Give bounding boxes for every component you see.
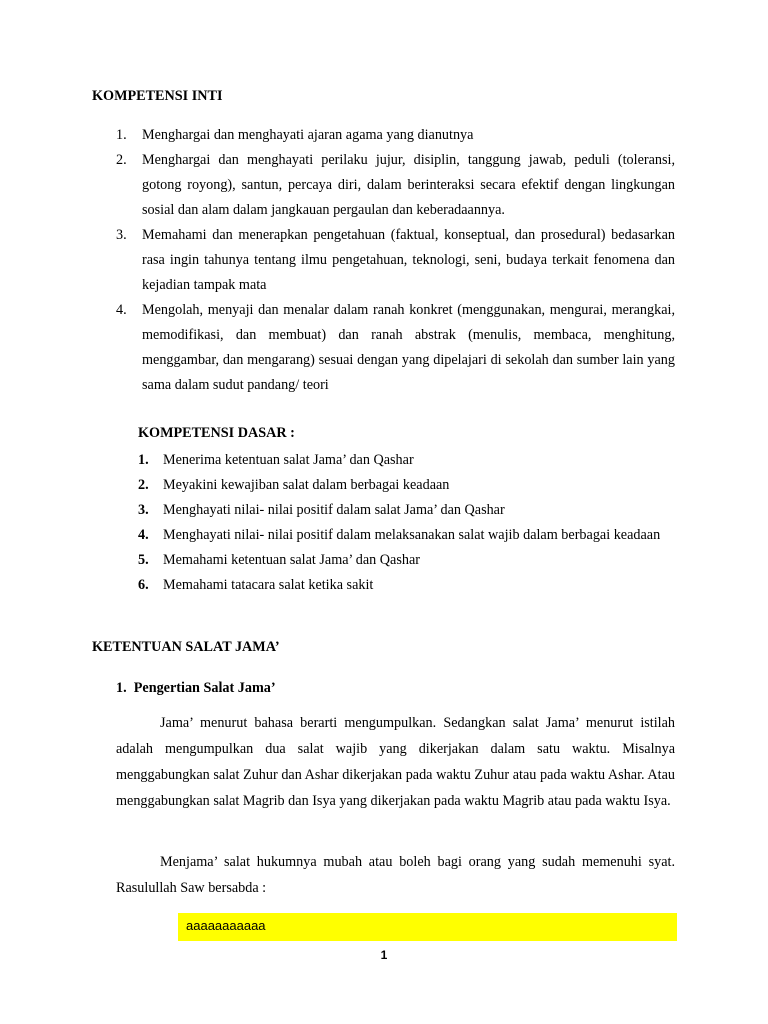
list-item-text: Menghayati nilai- nilai positif dalam melaksanakan salat wajib dalam berbagai keadaan xyxy=(163,527,661,543)
page-number: 1 xyxy=(380,948,388,962)
list-number: 5. xyxy=(138,552,149,568)
kompetensi-inti-heading: KOMPETENSI INTI xyxy=(92,88,223,104)
list-item xyxy=(116,148,675,223)
list-item xyxy=(138,523,675,548)
ketentuan-heading: KETENTUAN SALAT JAMA’ xyxy=(92,639,280,655)
list-item-text: Menghayati nilai- nilai positif dalam salat Jama’ dan Qashar xyxy=(163,502,505,518)
highlighted-placeholder xyxy=(178,913,677,941)
list-item xyxy=(116,298,675,398)
kompetensi-dasar-list xyxy=(138,448,675,598)
list-number: 3. xyxy=(138,502,149,518)
list-item-text: Menghargai dan menghayati ajaran agama yang dianutnya xyxy=(142,127,474,143)
list-number: 3. xyxy=(116,227,127,243)
list-item xyxy=(138,573,675,598)
list-item xyxy=(116,123,675,148)
list-item-text: Memahami tatacara salat ketika sakit xyxy=(163,577,374,593)
list-item-text: Meyakini kewajiban salat dalam berbagai keadaan xyxy=(163,477,450,493)
pengertian-subheading: 1. Pengertian Salat Jama’ xyxy=(116,680,276,696)
list-item xyxy=(116,223,675,298)
list-number: 4. xyxy=(116,302,127,318)
list-item xyxy=(138,473,675,498)
list-number: 2. xyxy=(138,477,149,493)
list-item-text: Menghargai dan menghayati perilaku jujur, disiplin, tanggung jawab, peduli (toleransi, gotong royong), santun, percaya diri, dalam berinteraksi secara efektif dengan lingkungan sosial dan alam dalam jangkauan pergaulan dan keberadaannya. xyxy=(142,152,675,218)
list-number: 6. xyxy=(138,577,149,593)
list-number: 1. xyxy=(116,127,127,143)
paragraph-definition: Jama’ menurut bahasa berarti mengumpulkan. Sedangkan salat Jama’ menurut istilah adalah mengumpulkan dua salat wajib yang dikerjakan dalam satu waktu. Misalnya menggabungkan salat Zuhur dan Ashar dikerjakan pada waktu Zuhur atau pada waktu Ashar. Atau menggabungkan salat Magrib dan Isya yang dikerjakan pada waktu Magrib atau pada waktu Isya. xyxy=(116,715,675,809)
kompetensi-inti-list xyxy=(116,123,675,398)
list-item xyxy=(138,548,675,573)
paragraph-ruling: Menjama’ salat hukumnya mubah atau boleh bagi orang yang sudah memenuhi syat. Rasulullah Saw bersabda : xyxy=(116,854,675,896)
list-item-text: Memahami dan menerapkan pengetahuan (faktual, konseptual, dan prosedural) bedasarkan rasa ingin tahunya tentang ilmu pengetahuan, teknologi, seni, budaya terkait fenomena dan kejadian tampak mata xyxy=(142,227,675,293)
list-item xyxy=(138,498,675,523)
kompetensi-dasar-heading: KOMPETENSI DASAR : xyxy=(138,425,295,441)
list-item-text: Memahami ketentuan salat Jama’ dan Qashar xyxy=(163,552,420,568)
list-number: 1. xyxy=(138,452,149,468)
list-item xyxy=(138,448,675,473)
highlighted-text: aaaaaaaaaaa xyxy=(186,918,266,933)
list-item-text: Menerima ketentuan salat Jama’ dan Qashar xyxy=(163,452,414,468)
list-number: 4. xyxy=(138,527,149,543)
list-number: 2. xyxy=(116,152,127,168)
list-item-text: Mengolah, menyaji dan menalar dalam ranah konkret (menggunakan, mengurai, merangkai, memodifikasi, dan membuat) dan ranah abstrak (menulis, membaca, menghitung, menggambar, dan mengarang) sesuai dengan yang dipelajari di sekolah dan sumber lain yang sama dalam sudut pandang/ teori xyxy=(142,302,675,393)
